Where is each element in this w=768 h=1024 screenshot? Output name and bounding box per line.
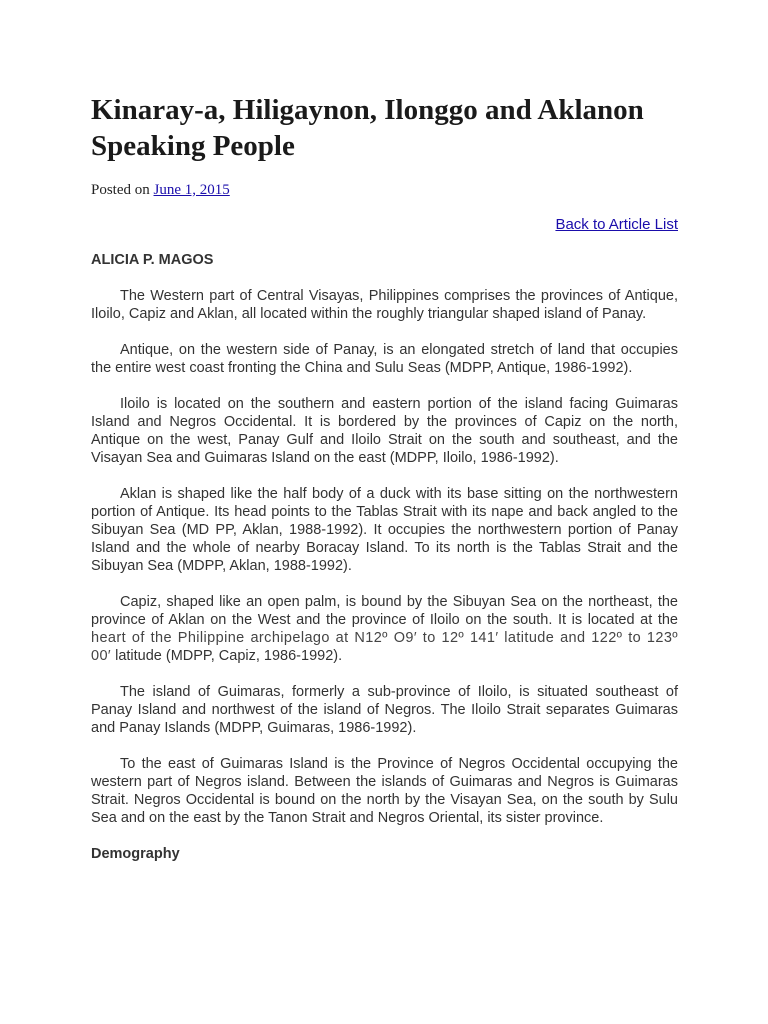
posted-prefix: Posted on: [91, 182, 154, 198]
paragraph-guimaras: The island of Guimaras, formerly a sub-province of Iloilo, is situated southeast of Panay Island and northwest of the island of Negros. The Iloilo Strait separates Guimaras and Panay Islands (MDPP, Guimaras, 1986-1992).: [91, 684, 678, 736]
posted-date-link[interactable]: June 1, 2015: [153, 182, 230, 198]
back-link-row: [91, 216, 678, 234]
paragraph-4: Aklan is shaped like the half body of a duck with its base sitting on the northwestern portion of Antique. Its head points to the Tablas Strait with its nape and back angled to the Sibuyan Sea (MD PP, Aklan, 1988-1992). It occupies the northwestern portion of Panay Island and the whole of nearby Boracay Island. To its north is the Tablas Strait and the Sibuyan Sea (MDPP, Aklan, 1988-1992).: [91, 486, 678, 574]
capiz-text-before: Capiz, shaped like an open palm, is bound by the Sibuyan Sea on the northeast, the province of Aklan on the West and the province of Iloilo on the south. It is located at the: [91, 594, 678, 628]
paragraph-capiz: [91, 593, 678, 665]
author-name: ALICIA P. MAGOS: [91, 252, 214, 268]
section-heading-demography: Demography: [91, 846, 180, 862]
article-page: [91, 92, 678, 863]
paragraph-2: Antique, on the western side of Panay, is an elongated stretch of land that occupies the entire west coast fronting the China and Sulu Seas (MDPP, Antique, 1986-1992).: [91, 342, 678, 376]
paragraph-3: Iloilo is located on the southern and eastern portion of the island facing Guimaras Island and Negros Occidental. It is bordered by the provinces of Capiz on the north, Antique on the west, Panay Gulf and Iloilo Strait on the south and southeast, and the Visayan Sea and Guimaras Island on the east (MDPP, Iloilo, 1986-1992).: [91, 396, 678, 466]
capiz-coordinates: heart of the Philippine archipelago at N12º O9′ to 12º 141′ latitude and 122º to 123º 00′: [91, 630, 678, 664]
article-title: Kinaray-a, Hiligaynon, Ilonggo and Aklanon Speaking People: [91, 94, 644, 162]
paragraph-1: The Western part of Central Visayas, Philippines comprises the provinces of Antique, Iloilo, Capiz and Aklan, all located within the roughly triangular shaped island of Panay.: [91, 288, 678, 322]
posted-line: [91, 181, 678, 199]
back-to-article-list-link[interactable]: Back to Article List: [555, 216, 678, 233]
capiz-text-after: latitude (MDPP, Capiz, 1986-1992).: [111, 648, 343, 664]
paragraph-negros: To the east of Guimaras Island is the Province of Negros Occidental occupying the western part of Negros island. Between the islands of Guimaras and Negros is Guimaras Strait. Negros Occidental is bound on the north by the Visayan Sea, on the south by Sulu Sea and on the east by the Tanon Strait and Negros Oriental, its sister province.: [91, 756, 678, 826]
